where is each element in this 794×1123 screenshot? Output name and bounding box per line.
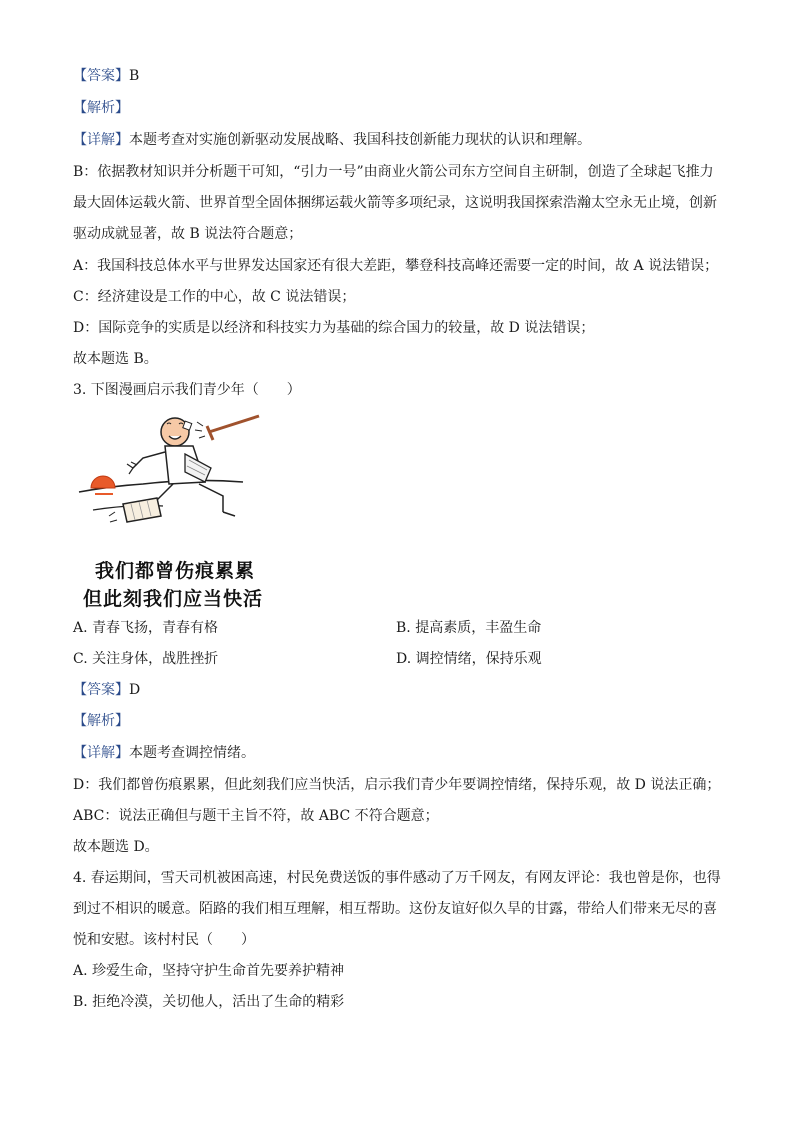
- explanation-line: C：经济建设是工作的中心，故 C 说法错误；: [73, 289, 356, 305]
- question-stem: 4. 春运期间，雪天司机被困高速，村民免费送饭的事件感动了万千网友，有网友评论：我也曾是你，也得: [73, 870, 721, 886]
- cartoon-caption-line-1: 我们都曾伤痕累累: [95, 560, 256, 582]
- answer-tag: 【答案】: [73, 68, 129, 84]
- question-stem: 3. 下图漫画启示我们青少年（ ）: [73, 382, 301, 398]
- analysis-tag: 【解析】: [73, 713, 129, 729]
- answer-tag: 【答案】: [73, 682, 129, 698]
- answer-line: [73, 680, 140, 700]
- option-b: B. 拒绝冷漠，关切他人，活出了生命的精彩: [73, 994, 345, 1010]
- option-a: A. 青春飞扬，青春有格: [73, 620, 219, 636]
- explanation-line: 最大固体运载火箭、世界首型全固体捆绑运载火箭等多项纪录，这说明我国探索浩瀚太空永无止境，创新: [73, 195, 717, 211]
- option-d: D. 调控情绪，保持乐观: [396, 651, 542, 667]
- detail-text: 本题考查对实施创新驱动发展战略、我国科技创新能力现状的认识和理解。: [129, 132, 591, 148]
- detail-tag: 【详解】: [73, 132, 129, 148]
- detail-line: [73, 130, 591, 150]
- explanation-line: D：我们都曾伤痕累累，但此刻我们应当快活，启示我们青少年要调控情绪，保持乐观，故 D 说法正确；: [73, 777, 721, 793]
- detail-tag: 【详解】: [73, 745, 129, 761]
- answer-value: B: [129, 68, 140, 84]
- question-stem: 悦和安慰。该村村民（ ）: [73, 932, 255, 948]
- answer-line: [73, 66, 139, 86]
- conclusion-line: 故本题选 B。: [73, 351, 158, 367]
- detail-line: [73, 743, 255, 763]
- option-a: A. 珍爱生命，坚持守护生命首先要养护精神: [73, 963, 345, 979]
- explanation-line: D：国际竞争的实质是以经济和科技实力为基础的综合国力的较量，故 D 说法错误；: [73, 320, 595, 336]
- question-stem: 到过不相识的暖意。陌路的我们相互理解，相互帮助。这份友谊好似久旱的甘露，带给人们带来无尽的喜: [73, 901, 717, 917]
- conclusion-line: 故本题选 D。: [73, 839, 159, 855]
- cartoon-caption-line-2: 但此刻我们应当快活: [83, 588, 264, 610]
- detail-text: 本题考查调控情绪。: [129, 745, 255, 761]
- analysis-tag: 【解析】: [73, 100, 129, 116]
- explanation-line: B：依据教材知识并分析题干可知，“引力一号”由商业火箭公司东方空间自主研制，创造了全球起飞推力: [73, 164, 714, 180]
- option-c: C. 关注身体，战胜挫折: [73, 651, 219, 667]
- explanation-line: A：我国科技总体水平与世界发达国家还有很大差距，攀登科技高峰还需要一定的时间，故 A 说法错误；: [73, 258, 719, 274]
- answer-value: D: [129, 682, 141, 698]
- option-b: B. 提高素质，丰盈生命: [396, 620, 542, 636]
- explanation-line: ABC：说法正确但与题干主旨不符，故 ABC 不符合题意；: [73, 808, 439, 824]
- explanation-line: 驱动成就显著，故 B 说法符合题意；: [73, 226, 303, 242]
